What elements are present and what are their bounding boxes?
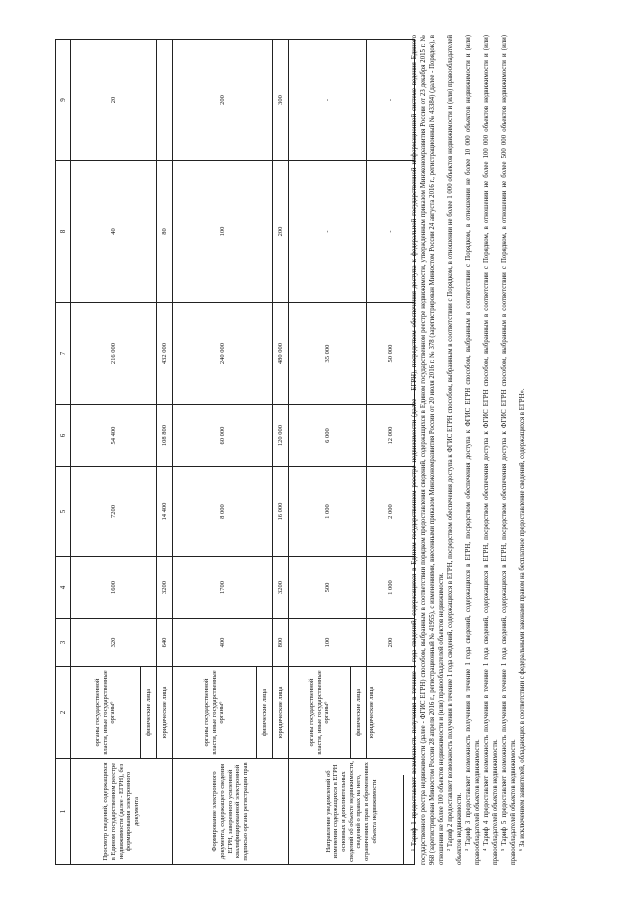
footnotes	[410, 35, 527, 865]
value-cell: 200	[173, 40, 273, 161]
value-cell: 3200	[157, 557, 173, 619]
header-cell: 5	[56, 467, 71, 557]
header-cell: 9	[56, 40, 71, 161]
footnote: ² Тариф 2 предоставляет возможность получения в течение 1 года сведений, содержащихся в ЕГРН, посредством обеспечения доступа к ФГИС ЕГРН способом, выбранным в соответствии с Порядком, в отношении не более 1 000 объектов недвижимости и (или) правообладателей объектов недвижимости.	[447, 35, 464, 865]
service-cell: Формирование электронного документа, содержащего сведения ЕГРН, заверенного усиленной квалифицированной электронной подписью органа регистрации прав	[173, 759, 289, 865]
header-row	[56, 40, 71, 865]
value-cell: 200	[367, 619, 415, 667]
header-cell: 6	[56, 405, 71, 467]
value-cell: 3200	[273, 557, 289, 619]
applicant-cell: юридические лица	[367, 667, 415, 759]
header-cell: 7	[56, 303, 71, 405]
value-cell: 7200	[71, 467, 157, 557]
applicant-cell: юридические лица	[273, 667, 289, 759]
table-row	[173, 40, 257, 865]
value-cell: 480 000	[273, 303, 289, 405]
footnote: ³ Тариф 3 предоставляет возможность получения в течение 1 года сведений, содержащихся в ЕГРН, посредством обеспечения доступа к ФГИС ЕГРН способом, выбранным в соответствии с Порядком, в отношении не более 10 000 объектов недвижимости и (или) правообладателей объектов недвижимости.	[465, 35, 482, 865]
header-cell: 3	[56, 619, 71, 667]
value-cell: 400	[173, 619, 273, 667]
table-row	[289, 40, 351, 865]
value-cell: 432 000	[157, 303, 173, 405]
value-cell: 200	[273, 161, 289, 303]
value-cell: 8 000	[173, 467, 273, 557]
value-cell: 120 000	[273, 405, 289, 467]
value-cell: 1 000	[367, 557, 415, 619]
value-cell: 640	[157, 619, 173, 667]
value-cell: 100	[173, 161, 273, 303]
value-cell: 16 000	[273, 467, 289, 557]
value-cell: 500	[289, 557, 367, 619]
value-cell: 100	[289, 619, 367, 667]
applicant-cell: органы государственной власти, иные государственные органы⁶	[173, 667, 257, 759]
table-row	[367, 40, 415, 865]
header-cell: 8	[56, 161, 71, 303]
value-cell: -	[289, 161, 367, 303]
value-cell: 6 000	[289, 405, 367, 467]
value-cell: 12 000	[367, 405, 415, 467]
service-cell: Направление уведомлений об изменении содержащихся в ЕГРН основных и дополнительных сведений об объекте недвижимости, сведений о правах на него, ограничениях прав и обременениях объекта недвижимости	[289, 759, 415, 865]
value-cell: 80	[157, 161, 173, 303]
table-row	[157, 40, 173, 865]
applicant-cell: органы государственной власти, иные государственные органы⁶	[289, 667, 351, 759]
value-cell: -	[367, 40, 415, 161]
applicant-cell: физические лица	[141, 667, 157, 759]
table-row	[71, 40, 141, 865]
header-cell: 1	[56, 759, 71, 865]
value-cell: 1 000	[289, 467, 367, 557]
service-cell: Просмотр сведений, содержащихся в Едином государственном реестре недвижимости (далее - ЕГРН), без формирования электронного документа	[71, 759, 173, 865]
value-cell: 54 400	[71, 405, 157, 467]
value-cell: 300	[273, 40, 289, 161]
footnote: ⁶ За исключением заявителей, обладающих в соответствии с федеральными законами правом на бесплатное предоставление сведений, содержащихся в ЕГРН».	[519, 388, 527, 851]
value-cell: 108 800	[157, 405, 173, 467]
value-cell: 2 000	[367, 467, 415, 557]
value-cell	[157, 40, 173, 161]
value-cell: 60 000	[173, 405, 273, 467]
value-cell: 35 000	[289, 303, 367, 405]
value-cell: 320	[71, 619, 157, 667]
value-cell: 216 000	[71, 303, 157, 405]
tariff-table	[55, 39, 415, 865]
value-cell: 1600	[71, 557, 157, 619]
table-row	[273, 40, 289, 865]
footnote: ⁴ Тариф 4 предоставляет возможность получения в течение 1 года сведений, содержащихся в ЕГРН, посредством обеспечения доступа к ФГИС ЕГРН способом, выбранным в соответствии с Порядком, в отношении не более 100 000 объектов недвижимости и (или) правообладателей объектов недвижимости.	[483, 35, 500, 865]
value-cell: 240 000	[173, 303, 273, 405]
applicant-cell: физические лица	[257, 667, 273, 759]
footnote: ⁵ Тариф 5 предоставляет возможность получения в течение 1 года сведений, содержащихся в ЕГРН, посредством обеспечения доступа к ФГИС ЕГРН способом, выбранным в соответствии с Порядком, в отношении не более 500 000 объектов недвижимости и (или) правообладателей объектов недвижимости.	[501, 35, 518, 865]
value-cell: 1700	[173, 557, 273, 619]
value-cell: 50 000	[367, 303, 415, 405]
footnote: ¹ Тариф 1 предоставляет возможность получения в течение 1 года сведений, содержащихся в Едином государственном реестре недвижимости (далее - ЕГРН), посредством обеспечения доступа к федеральной государственной информационной системе ведения Единого государственного реестра недвижимости (далее - ФГИС ЕГРН) способом, выбранным в соответствии порядком предоставления сведений, содержащихся в Едином государственном реестре недвижимости, утвержденным приказом Минэкономразвития России от 23 декабря 2015 г. № 968 (зарегистрирован Минюстом России 28 апреля 2016 г., регистрационный № 41955), с изменениями, внесенными приказом Минэкономразвития России от 20 июля 2016 г. № 378 (зарегистрирован Минюстом России 24 августа 2016 г., регистрационный № 43384) (далее - Порядок), в отношении не более 100 объектов недвижимости и (или) правообладателей объектов недвижимости.	[411, 35, 446, 865]
value-cell: 20	[71, 40, 157, 161]
value-cell: 40	[71, 161, 157, 303]
applicant-cell: юридические лица	[157, 667, 173, 759]
value-cell: -	[289, 40, 367, 161]
footnote-separator	[403, 775, 404, 865]
applicant-cell: органы государственной власти, иные государственные органы⁶	[71, 667, 141, 759]
value-cell: -	[367, 161, 415, 303]
header-cell: 4	[56, 557, 71, 619]
value-cell: 800	[273, 619, 289, 667]
applicant-cell: физические лица	[351, 667, 367, 759]
header-cell: 2	[56, 667, 71, 759]
value-cell: 14 400	[157, 467, 173, 557]
